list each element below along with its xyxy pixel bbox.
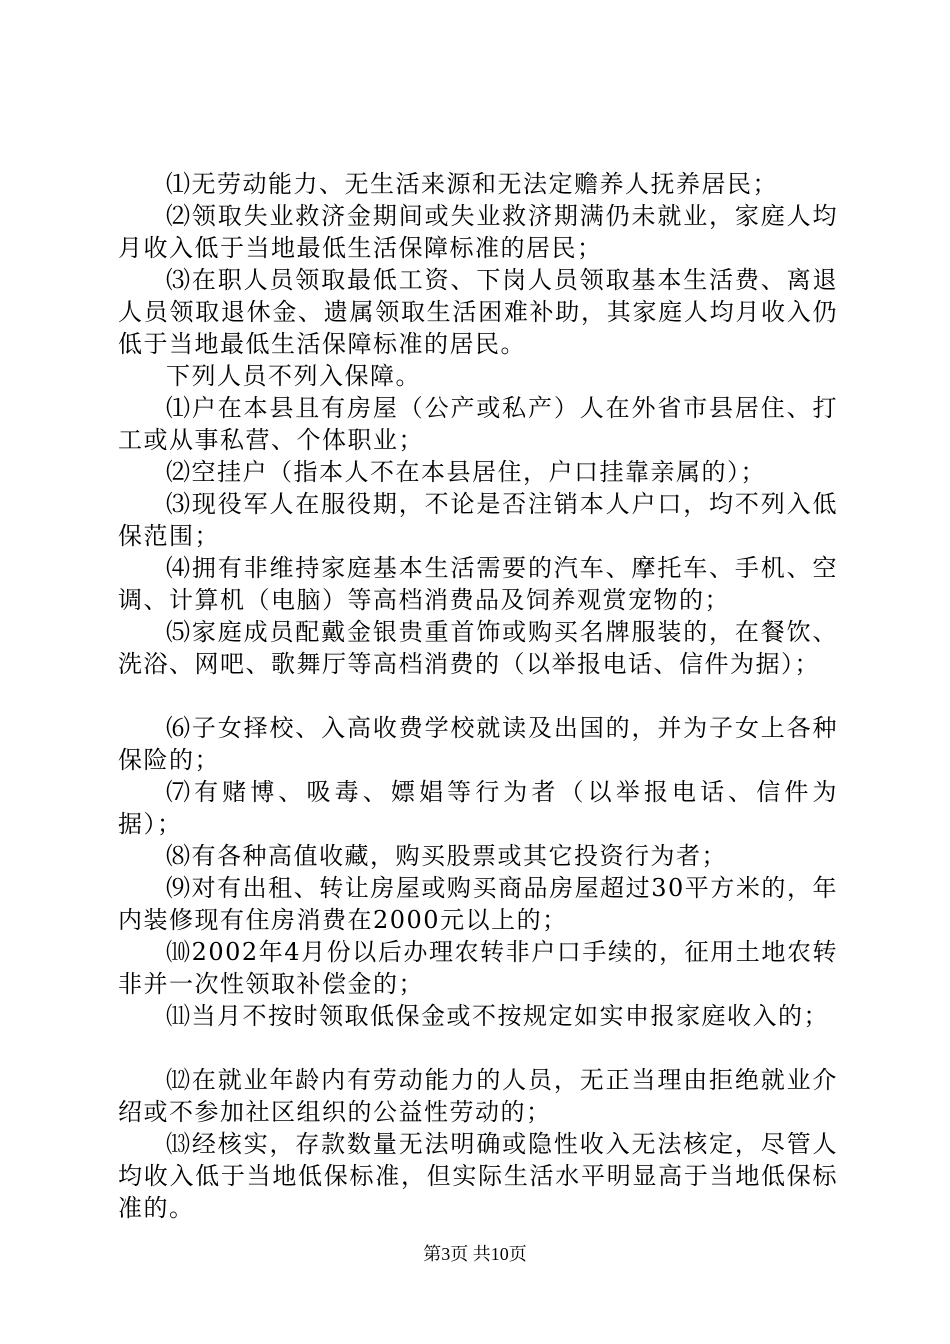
- blank-line: [118, 680, 838, 712]
- document-body: [118, 168, 838, 1224]
- paragraph-13: ⑼对有出租、转让房屋或购买商品房屋超过30平方米的，年内装修现有住房消费在2000元以上的；: [118, 874, 838, 934]
- paragraph-14: ⑽2002年4月份以后办理农转非户口手续的，征用土地农转非并一次性领取补偿金的；: [118, 938, 838, 998]
- paragraph-7: ⑶现役军人在服役期，不论是否注销本人户口，均不列入低保范围；: [118, 490, 838, 550]
- paragraph-5: ⑴户在本县且有房屋（公产或私产）人在外省市县居住、打工或从事私营、个体职业；: [118, 394, 838, 454]
- paragraph-1: ⑴无劳动能力、无生活来源和无法定赡养人抚养居民；: [166, 170, 778, 198]
- paragraph-17: ⒀经核实，存款数量无法明确或隐性收入无法核定，尽管人均收入低于当地低保标准，但实际生活水平明显高于当地低保标准的。: [118, 1130, 838, 1222]
- paragraph-6: ⑵空挂户（指本人不在本县居住，户口挂靠亲属的）；: [166, 458, 766, 486]
- paragraph-16: ⑿在就业年龄内有劳动能力的人员，无正当理由拒绝就业介绍或不参加社区组织的公益性劳动的；: [118, 1066, 838, 1126]
- paragraph-4: 下列人员不列入保障。: [166, 362, 421, 390]
- paragraph-8: ⑷拥有非维持家庭基本生活需要的汽车、摩托车、手机、空调、计算机（电脑）等高档消费品及饲养观赏宠物的；: [118, 554, 838, 614]
- paragraph-15: ⑾当月不按时领取低保金或不按规定如实申报家庭收入的；: [166, 1002, 829, 1030]
- page-footer: 第3页 共10页: [423, 1244, 527, 1264]
- paragraph-2: ⑵领取失业救济金期间或失业救济期满仍未就业，家庭人均月收入低于当地最低生活保障标准的居民；: [118, 202, 838, 262]
- paragraph-11: ⑺有赌博、吸毒、嫖娼等行为者（以举报电话、信件为据）；: [118, 778, 838, 838]
- paragraph-9: ⑸家庭成员配戴金银贵重首饰或购买名牌服装的，在餐饮、洗浴、网吧、歌舞厅等高档消费的（以举报电话、信件为据）；: [118, 618, 838, 678]
- paragraph-3: ⑶在职人员领取最低工资、下岗人员领取基本生活费、离退人员领取退休金、遗属领取生活困难补助，其家庭人均月收入仍低于当地最低生活保障标准的居民。: [118, 266, 838, 358]
- blank-line: [118, 1032, 838, 1064]
- paragraph-10: ⑹子女择校、入高收费学校就读及出国的，并为子女上各种保险的；: [118, 714, 838, 774]
- paragraph-12: ⑻有各种高值收藏，购买股票或其它投资行为者；: [166, 842, 727, 870]
